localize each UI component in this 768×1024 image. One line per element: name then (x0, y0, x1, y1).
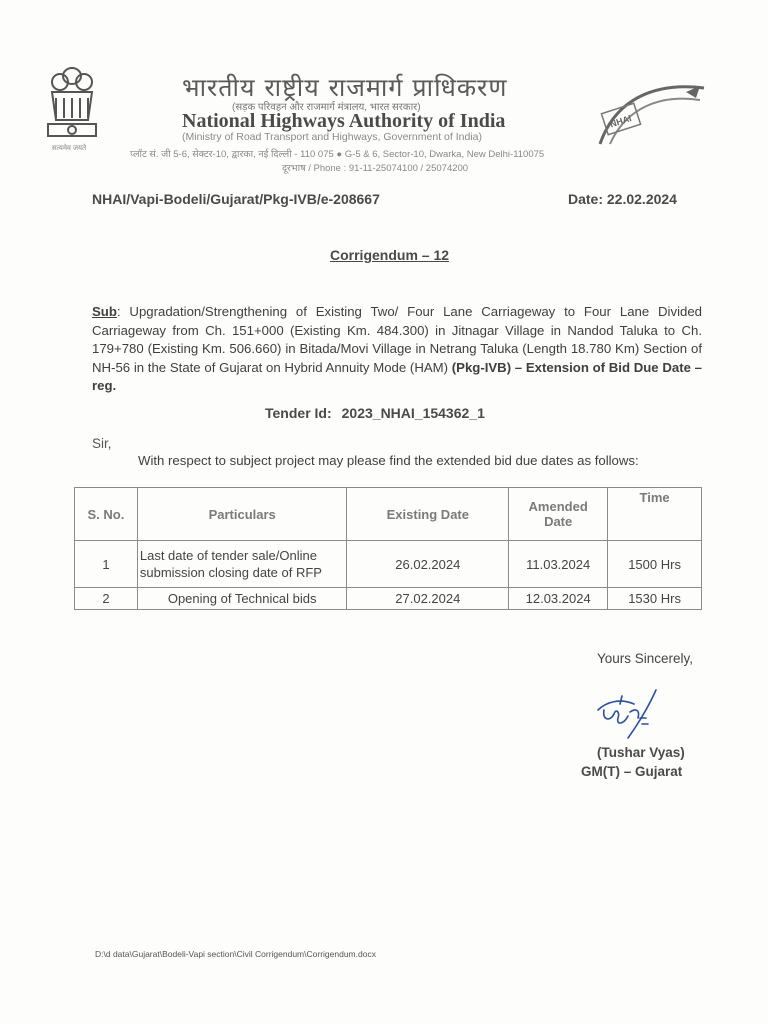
reference-number: NHAI/Vapi-Bodeli/Gujarat/Pkg-IVB/e-208667 (92, 191, 380, 207)
tender-id-line (265, 405, 485, 421)
national-emblem-icon (42, 62, 102, 154)
phone-line: दूरभाष / Phone : 91-11-25074100 / 25074200 (282, 163, 469, 174)
cell-existing-date: 27.02.2024 (347, 588, 509, 610)
tender-id-label: Tender Id: (265, 405, 332, 421)
emblem-caption: सत्यमेव जयते (52, 145, 87, 152)
cell-time: 1530 Hrs (608, 588, 702, 610)
logo-text: NHAI (608, 113, 633, 130)
corrigendum-title: Corrigendum – 12 (330, 247, 450, 263)
cell-amended-date: 12.03.2024 (509, 588, 608, 610)
document-date: Date: 22.02.2024 (568, 191, 677, 207)
cell-amended-date: 11.03.2024 (509, 541, 608, 588)
table-row (75, 541, 702, 588)
cell-sno: 1 (75, 541, 138, 588)
cell-particulars: Opening of Technical bids (137, 588, 347, 610)
subject-bold-tail: (Pkg-IVB) – Extension of Bid Due Date – reg. (92, 359, 702, 393)
header-time: Time (608, 488, 702, 541)
hindi-ministry-subtitle: (सड़क परिवहन और राजमार्ग मंत्रालय, भारत सरकार) (232, 102, 421, 113)
cell-existing-date: 26.02.2024 (347, 541, 509, 588)
signer-name: (Tushar Vyas) (597, 745, 685, 760)
bid-dates-table (74, 487, 702, 610)
header-amended-date: Amended Date (509, 488, 608, 541)
cell-particulars: Last date of tender sale/Online submission closing date of RFP (137, 541, 347, 588)
signer-designation: GM(T) – Gujarat (581, 764, 683, 779)
ministry-line: (Ministry of Road Transport and Highways, Government of India) (182, 131, 482, 143)
header-particulars: Particulars (137, 488, 347, 541)
subject-paragraph: Sub: Upgradation/Strengthening of Existing Two/ Four Lane Carriageway to Four Lane Divided Carriageway from Ch. 151+000 (Existing Km. 484.300) in Jitnagar Village in Nandod Taluka to Ch. 179+780 (Existing Km. 506.660) in Bitada/Movi Village in Netrang Taluka (Length 18.780 Km) Section of NH-56 in the State of Gujarat on Hybrid Annuity Mode (HAM) (Pkg-IVB) – Extension of Bid Due Date – reg. (92, 304, 703, 393)
org-name: National Highways Authority of India (182, 110, 506, 132)
intro-text: With respect to subject project may please find the extended bid due dates as follows: (138, 453, 639, 468)
subject-label: Sub (92, 304, 117, 319)
hindi-org-title: भारतीय राष्ट्रीय राजमार्ग प्राधिकरण (182, 73, 508, 102)
salutation: Sir, (92, 436, 112, 451)
file-path-footer: D:\d data\Gujarat\Bodeli-Vapi section\Civil Corrigendum\Corrigendum.docx (95, 949, 376, 959)
cell-sno: 2 (75, 588, 138, 610)
header-existing-date: Existing Date (347, 488, 509, 541)
table-header-row (75, 488, 702, 541)
tender-id-value: 2023_NHAI_154362_1 (341, 405, 485, 421)
address-line: प्लॉट सं. जी 5-6, सेक्टर-10, द्वारका, नई दिल्ली - 110 075 ● G-5 & 6, Sector-10, Dwarka, New Delhi-110075 (130, 149, 545, 160)
nhai-logo-icon (596, 78, 708, 148)
handwritten-signature (590, 688, 660, 740)
subject-body: Upgradation/Strengthening of Existing Two/ Four Lane Carriageway to Four Lane Divided Carriageway from Ch. 151+000 (Existing Km. 484.300) in Jitnagar Village in Nandod Taluka to Ch. 179+780 (Existing Km. 506.660) in Bitada/Movi Village in Netrang Taluka (Length 18.780 Km) Section of NH-56 in the State of Gujarat on Hybrid Annuity Mode (HAM) (92, 304, 703, 375)
closing-text: Yours Sincerely, (597, 651, 694, 666)
table-row (75, 588, 702, 610)
cell-time: 1500 Hrs (608, 541, 702, 588)
header-sno: S. No. (75, 488, 138, 541)
